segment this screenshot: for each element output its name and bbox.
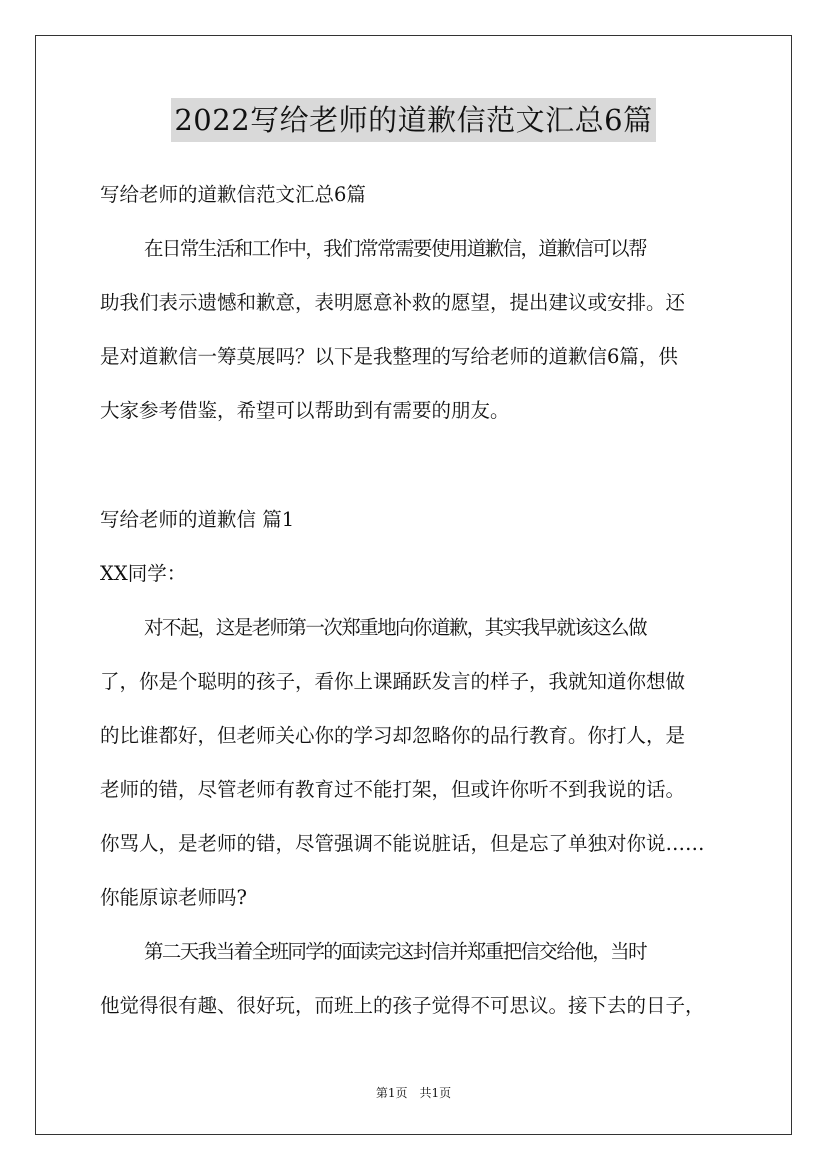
body-line-7: 第二天我当着全班同学的面读完这封信并郑重把信交给他，当时 xyxy=(144,940,647,963)
body-line-3: 的比谁都好，但老师关心你的学习却忽略你的品行教育。你打人，是 xyxy=(100,724,686,747)
section-heading: 写给老师的道歉信 篇1 xyxy=(100,508,295,531)
page-footer xyxy=(0,1085,827,1101)
document-title: 2022写给老师的道歉信范文汇总6篇 xyxy=(171,98,655,142)
page-total: 共1页 xyxy=(419,1086,452,1100)
document-subtitle: 写给老师的道歉信范文汇总6篇 xyxy=(100,183,366,206)
document-title-container xyxy=(0,98,827,142)
body-line-8: 他觉得很有趣、很好玩，而班上的孩子觉得不可思议。接下去的日子， xyxy=(100,994,705,1017)
body-line-6: 你能原谅老师吗? xyxy=(100,886,247,909)
body-line-2: 了，你是个聪明的孩子，看你上课踊跃发言的样子，我就知道你想做 xyxy=(100,670,686,693)
body-line-4: 老师的错，尽管老师有教育过不能打架，但或许你听不到我说的话。 xyxy=(100,778,686,801)
body-line-5: 你骂人，是老师的错，尽管强调不能说脏话，但是忘了单独对你说…… xyxy=(100,832,705,855)
body-line-1: 对不起，这是老师第一次郑重地向你道歉，其实我早就该这么做 xyxy=(144,616,647,639)
intro-line-1: 在日常生活和工作中，我们常常需要使用道歉信，道歉信可以帮 xyxy=(144,237,647,260)
intro-line-3: 是对道歉信一筹莫展吗？以下是我整理的写给老师的道歉信6篇，供 xyxy=(100,345,678,368)
salutation: XX同学： xyxy=(100,562,187,585)
page-number: 第1页 xyxy=(375,1086,408,1100)
intro-line-2: 助我们表示遗憾和歉意，表明愿意补救的愿望，提出建议或安排。还 xyxy=(100,291,686,314)
intro-line-4: 大家参考借鉴，希望可以帮助到有需要的朋友。 xyxy=(100,399,510,422)
